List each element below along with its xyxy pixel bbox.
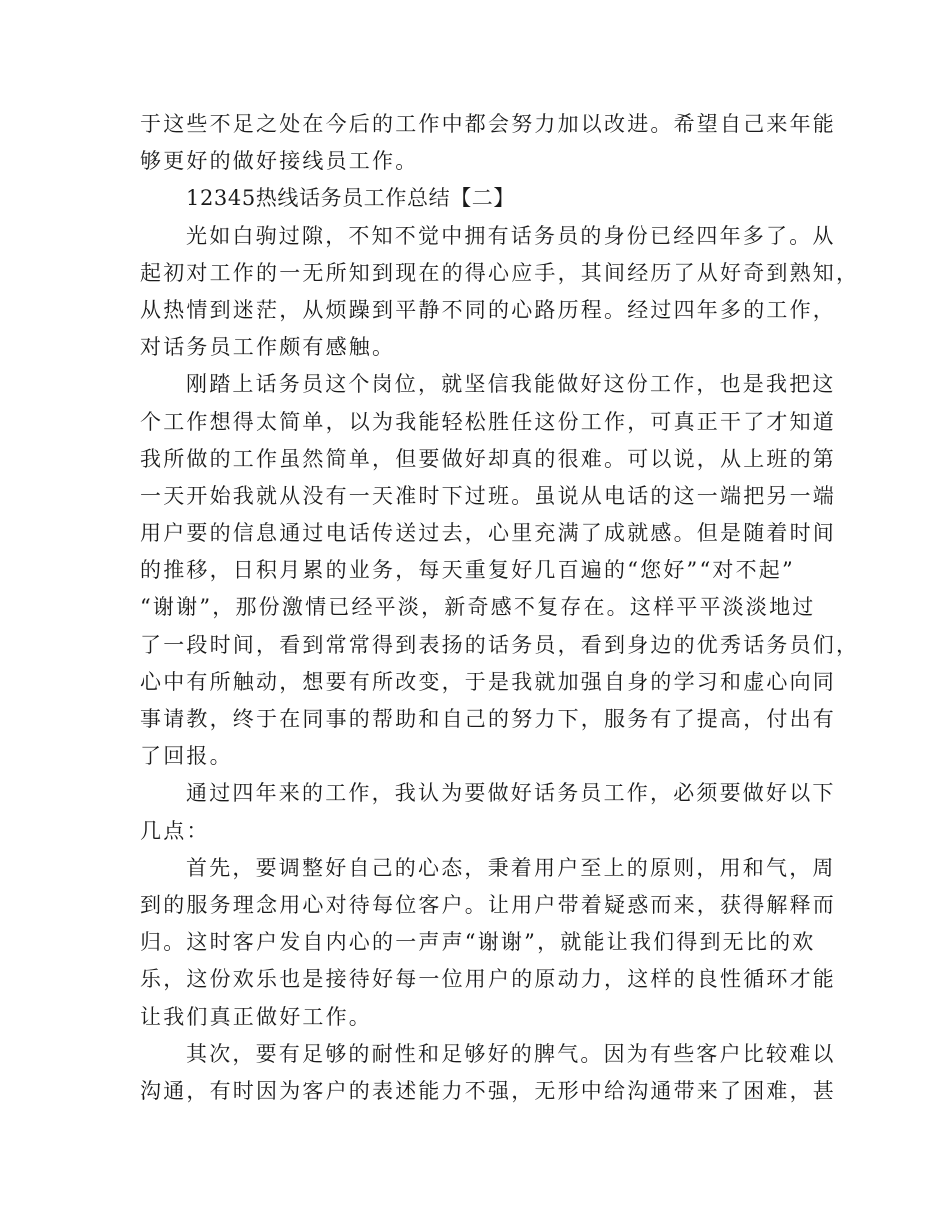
text-line: 了回报。 — [140, 744, 233, 769]
text-line: 个工作想得太简单，以为我能轻松胜任这份工作，可真正干了才知道 — [140, 409, 836, 434]
text-line: 的推移，日积月累的业务，每天重复好几百遍的“您好”“对不起” — [140, 558, 795, 583]
section-heading: 12345热线话务员工作总结【二】 — [186, 186, 516, 211]
text-line: 对话务员工作颇有感触。 — [140, 335, 396, 360]
text-line: 从热情到迷茫，从烦躁到平静不同的心路历程。经过四年多的工作， — [140, 297, 836, 322]
text-line: 于这些不足之处在今后的工作中都会努力加以改进。希望自己来年能 — [140, 112, 836, 136]
document-body — [140, 106, 860, 1110]
text-line: 首先，要调整好自己的心态，秉着用户至上的原则，用和气，周 — [186, 855, 836, 880]
text-line: “谢谢”，那份激情已经平淡，新奇感不复存在。这样平平淡淡地过 — [140, 595, 816, 620]
text-line: 让我们真正做好工作。 — [140, 1004, 372, 1029]
text-line: 乐，这份欢乐也是接待好每一位用户的原动力，这样的良性循环才能 — [140, 967, 836, 992]
text-line: 够更好的做好接线员工作。 — [140, 149, 419, 174]
text-line: 事请教，终于在同事的帮助和自己的努力下，服务有了提高，付出有 — [140, 707, 836, 731]
text-line: 归。这时客户发自内心的一声声“谢谢”，就能让我们得到无比的欢 — [140, 930, 816, 955]
text-line: 一天开始我就从没有一天准时下过班。虽说从电话的这一端把另一端 — [140, 483, 836, 508]
text-line: 用户要的信息通过电话传送过去，心里充满了成就感。但是随着时间 — [140, 521, 836, 546]
text-line: 其次，要有足够的耐性和足够好的脾气。因为有些客户比较难以 — [186, 1041, 836, 1066]
text-line: 刚踏上话务员这个岗位，就坚信我能做好这份工作，也是我把这 — [186, 372, 836, 397]
text-line: 通过四年来的工作，我认为要做好话务员工作，必须要做好以下 — [186, 781, 836, 806]
text-line: 沟通，有时因为客户的表述能力不强，无形中给沟通带来了困难，甚 — [140, 1078, 836, 1103]
text-line: 我所做的工作虽然简单，但要做好却真的很难。可以说，从上班的第 — [140, 446, 836, 471]
text-line: 到的服务理念用心对待每位客户。让用户带着疑惑而来，获得解释而 — [140, 892, 836, 917]
text-line: 了一段时间，看到常常得到表扬的话务员，看到身边的优秀话务员们， — [140, 632, 860, 657]
text-line: 心中有所触动，想要有所改变，于是我就加强自身的学习和虚心向同 — [140, 669, 836, 694]
text-line: 几点： — [140, 818, 210, 843]
text-line: 起初对工作的一无所知到现在的得心应手，其间经历了从好奇到熟知， — [140, 260, 860, 285]
text-line: 光如白驹过隙，不知不觉中拥有话务员的身份已经四年多了。从 — [186, 223, 836, 248]
